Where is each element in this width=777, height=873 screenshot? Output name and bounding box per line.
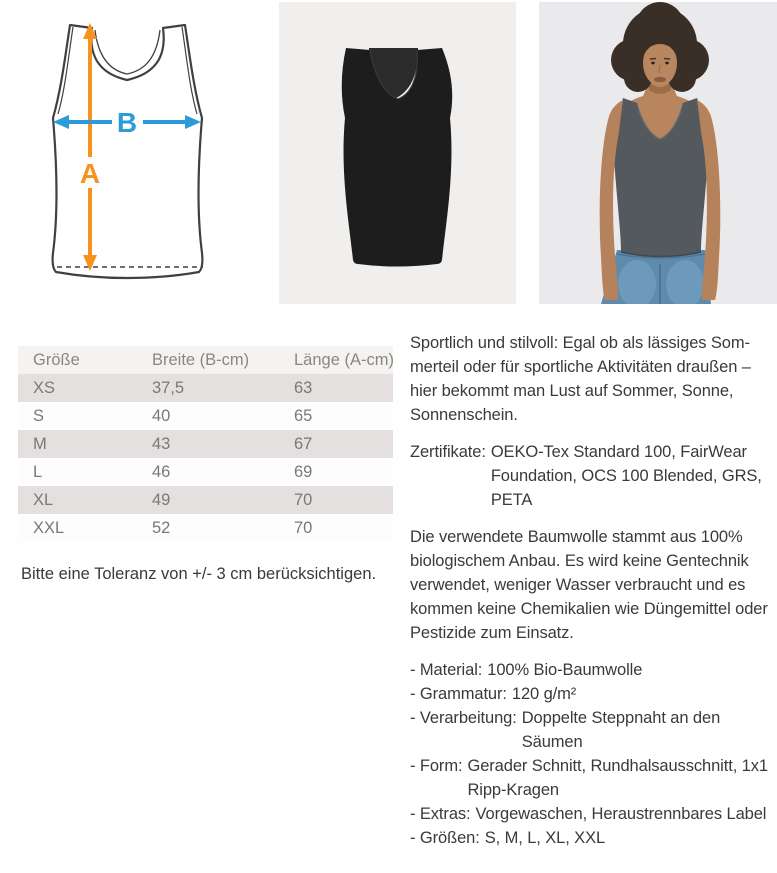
tolerance-note: Bitte eine Toleranz von +/- 3 cm berücksichtigen.	[21, 565, 377, 583]
breite-cell: 52	[152, 518, 171, 537]
size-table-section	[18, 346, 393, 542]
breite-cell: 43	[152, 434, 171, 453]
product-description	[410, 331, 772, 850]
laenge-cell: 65	[294, 406, 313, 425]
detail-value: 100% Bio-Baumwolle	[487, 661, 643, 679]
breite-cell: 49	[152, 490, 171, 509]
size-cell: L	[33, 462, 43, 481]
laenge-cell: 70	[294, 490, 313, 509]
model-photo-svg	[539, 2, 777, 304]
laenge-cell: 69	[294, 462, 313, 481]
size-cell: XS	[33, 378, 56, 397]
detail-label: - Form:	[410, 757, 463, 775]
tank-outline	[53, 25, 203, 278]
size-row-xl	[18, 486, 393, 514]
measurement-diagram[interactable]	[20, 10, 250, 300]
neck-rib-line	[95, 30, 160, 74]
detail-value: Vorgewaschen, Heraustrennbares Label	[475, 805, 767, 823]
size-cell: M	[33, 434, 47, 453]
size-row-xxl	[18, 514, 393, 542]
size-row-s	[18, 402, 393, 430]
label-a: A	[79, 158, 101, 189]
model-face	[642, 35, 678, 86]
detail-label: - Extras:	[410, 805, 471, 823]
laenge-cell: 63	[294, 378, 313, 397]
laenge-cell: 70	[294, 518, 313, 537]
detail-label: - Material:	[410, 661, 483, 679]
description-intro: Sportlich und stilvoll: Egal ob als lässiges Sommerteil oder für sportliche Aktivitäten draußen – hier bekommt man Lust auf Sommer, Sonne, Sonnenschein.	[410, 334, 751, 424]
label-b: B	[116, 107, 138, 138]
certificates-row	[410, 440, 772, 512]
measurement-diagram-svg	[20, 10, 250, 300]
size-row-xs	[18, 374, 393, 402]
detail-label: - Größen:	[410, 829, 480, 847]
detail-item-material	[410, 658, 772, 682]
breite-cell: 37,5	[152, 378, 185, 397]
certificates-label: Zertifikate:	[410, 443, 486, 461]
size-cell: XL	[33, 490, 54, 509]
size-table-header-row	[18, 346, 393, 374]
detail-item-groessen	[410, 826, 772, 850]
detail-value: Gerader Schnitt, Rundhalsausschnitt, 1x1 Ripp-Kragen	[467, 757, 768, 799]
detail-label: - Verarbeitung:	[410, 709, 517, 727]
certificates-value: OEKO-Tex Standard 100, FairWear Foundation, OCS 100 Blended, GRS, PETA	[490, 443, 762, 509]
product-photo-black-tank[interactable]	[279, 2, 516, 304]
header-groesse: Größe	[33, 350, 80, 369]
size-cell: XXL	[33, 518, 65, 537]
breite-cell: 46	[152, 462, 171, 481]
size-row-l	[18, 458, 393, 486]
detail-value: 120 g/m²	[511, 685, 577, 703]
breite-cell: 40	[152, 406, 171, 425]
laenge-cell: 67	[294, 434, 313, 453]
detail-value: S, M, L, XL, XXL	[484, 829, 606, 847]
product-details-list	[410, 658, 772, 850]
header-breite: Breite (B-cm)	[152, 350, 250, 369]
black-tank-svg	[279, 2, 516, 304]
size-row-m	[18, 430, 393, 458]
header-laenge: Länge (A-cm)	[294, 350, 394, 369]
detail-item-form	[410, 754, 772, 802]
size-cell: S	[33, 406, 45, 425]
detail-value: Doppelte Steppnaht an den Säumen	[521, 709, 721, 751]
detail-item-grammatur	[410, 682, 772, 706]
cotton-paragraph: Die verwendete Baumwolle stammt aus 100% biologischem Anbau. Es wird keine Gentechnik verwendet, weniger Wasser verbraucht und es kommen keine Chemikalien wie Düngemittel oder Pestizide zum Einsatz.	[410, 528, 768, 642]
size-table	[18, 346, 393, 542]
product-photo-model[interactable]	[539, 2, 777, 304]
detail-item-extras	[410, 802, 772, 826]
detail-item-verarbeitung	[410, 706, 772, 754]
detail-label: - Grammatur:	[410, 685, 507, 703]
